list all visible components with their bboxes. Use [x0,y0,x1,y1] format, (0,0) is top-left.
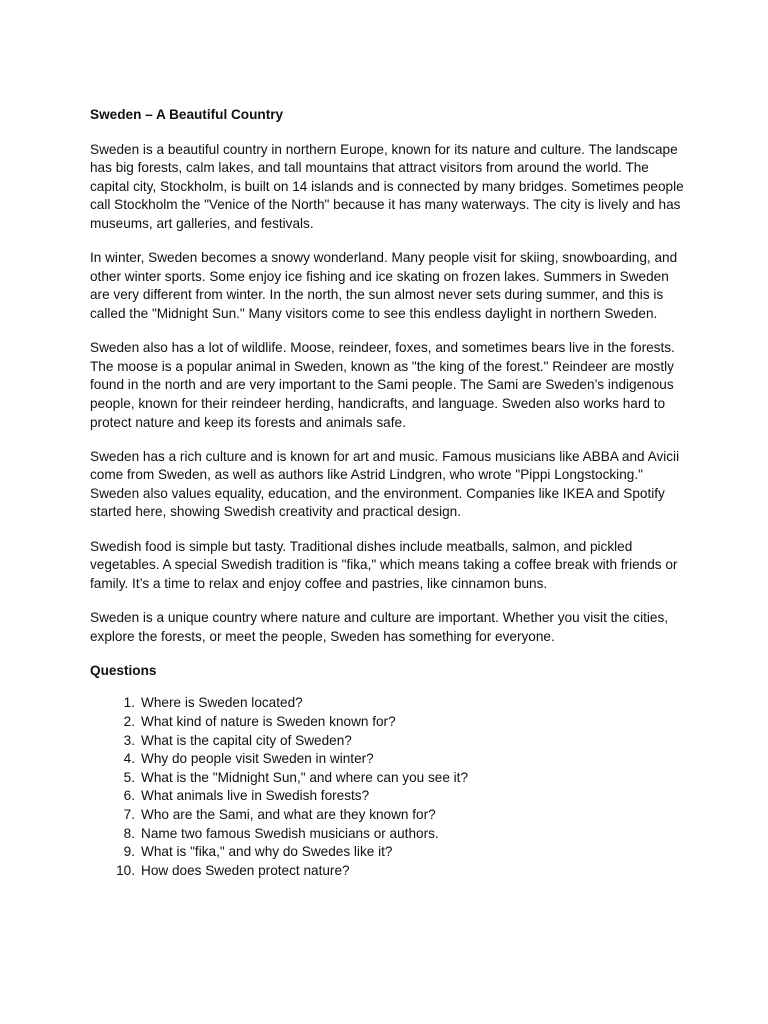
question-text: What kind of nature is Sweden known for? [141,714,396,729]
paragraph-food: Swedish food is simple but tasty. Traditional dishes include meatballs, salmon, and pickled vegetables. A special Swedish tradition is "fika," which means taking a coffee break with friends or family. It’s a time to relax and enjoy coffee and pastries, like cinnamon buns. [90,538,678,591]
question-number: 2. [123,714,135,729]
paragraph-culture: Sweden has a rich culture and is known for art and music. Famous musicians like ABBA and Avicii come from Sweden, as well as authors like Astrid Lindgren, who wrote "Pippi Longstocking." Sweden also values equality, education, and the environment. Companies like IKEA and Spotify started here, showing Swedish creativity and practical design. [90,448,680,520]
question-number: 6. [123,788,135,804]
question-item [90,769,690,788]
question-item [90,787,690,806]
question-text: What is "fika," and why do Swedes like it? [141,844,393,860]
question-item [90,750,690,769]
question-text: Who are the Sami, and what are they known for? [141,806,436,822]
question-text: What is the "Midnight Sun," and where can you see it? [141,769,469,785]
question-item [90,806,690,825]
question-text: Where is Sweden located? [141,695,303,711]
question-number: 3. [123,732,135,748]
question-item [90,694,690,713]
question-text: Why do people visit Sweden in winter? [141,751,374,767]
question-number: 9. [123,844,135,860]
document-page [90,106,690,880]
question-text: Name two famous Swedish musicians or authors. [141,825,439,841]
paragraph-conclusion: Sweden is a unique country where nature and culture are important. Whether you visit the cities, explore the forests, or meet the people, Sweden has something for everyone. [90,610,669,644]
question-number: 5. [123,769,135,785]
paragraph-intro: Sweden is a beautiful country in northern Europe, known for its nature and culture. The landscape has big forests, calm lakes, and tall mountains that attract visitors from around the world. The capital city, Stockholm, is built on 14 islands and is connected by many bridges. Sometimes people call Stockholm the "Venice of the North" because it has many waterways. The city is lively and has museums, art galleries, and festivals. [90,141,684,231]
question-number: 8. [123,825,135,841]
question-text: What animals live in Swedish forests? [141,788,370,804]
question-number: 1. [123,695,135,711]
question-text: What is the capital city of Sweden? [141,732,352,748]
question-item [90,713,690,732]
paragraph-wildlife: Sweden also has a lot of wildlife. Moose, reindeer, foxes, and sometimes bears live in the forests. The moose is a popular animal in Sweden, known as "the king of the forest." Reindeer are mostly found in the north and are very important to the Sami people. The Sami are Sweden’s indigenous people, known for their reindeer herding, handicrafts, and language. Sweden also works hard to protect nature and keep its forests and animals safe. [90,340,675,430]
question-item [90,732,690,751]
question-number: 10. [116,862,135,878]
questions-list [90,694,690,880]
question-text: How does Sweden protect nature? [141,862,350,878]
question-number: 7. [123,806,135,822]
document-title: Sweden – A Beautiful Country [90,107,284,122]
question-item [90,843,690,862]
question-item [90,825,690,844]
questions-heading: Questions [90,662,157,678]
question-number: 4. [123,751,135,767]
question-item [90,862,690,881]
paragraph-winter-summer: In winter, Sweden becomes a snowy wonderland. Many people visit for skiing, snowboarding, and other winter sports. Some enjoy ice fishing and ice skating on frozen lakes. Summers in Sweden are very different from winter. In the north, the sun almost never sets during summer, and this is called the "Midnight Sun." Many visitors come to see this endless daylight in northern Sweden. [90,250,678,321]
